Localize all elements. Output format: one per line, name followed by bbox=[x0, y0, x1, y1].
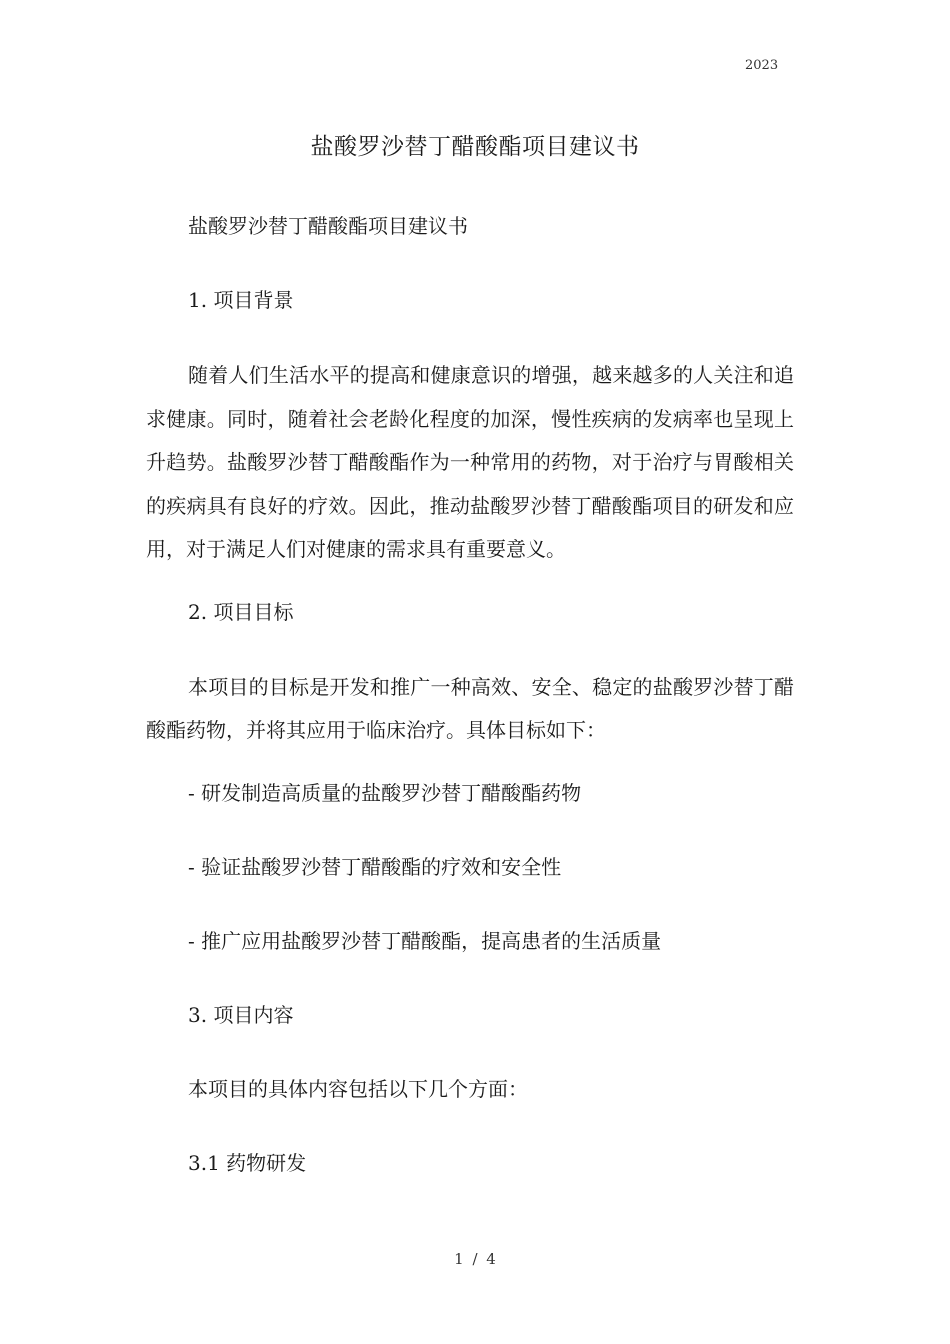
paragraph-content: 本项目的具体内容包括以下几个方面： bbox=[188, 1076, 528, 1101]
subsection-heading: 3.1 药物研发 bbox=[188, 1150, 307, 1175]
list-item: - 推广应用盐酸罗沙替丁醋酸酯，提高患者的生活质量 bbox=[188, 928, 662, 953]
paragraph-goals: 本项目的目标是开发和推广一种高效、安全、稳定的盐酸罗沙替丁醋酸酯药物，并将其应用于临床治疗。具体目标如下： bbox=[146, 674, 794, 742]
header-year: 2023 bbox=[745, 58, 779, 73]
document-body bbox=[146, 206, 794, 1217]
section-heading-background: 1. 项目背景 bbox=[188, 288, 294, 312]
document-title: 盐酸罗沙替丁醋酸酯项目建议书 bbox=[310, 134, 640, 160]
section-heading-content: 3. 项目内容 bbox=[188, 1002, 294, 1027]
page-number: 1 / 4 bbox=[454, 1250, 496, 1268]
list-item: - 验证盐酸罗沙替丁醋酸酯的疗效和安全性 bbox=[188, 854, 562, 879]
list-item: - 研发制造高质量的盐酸罗沙替丁醋酸酯药物 bbox=[188, 780, 582, 805]
section-heading-goals: 2. 项目目标 bbox=[188, 599, 294, 624]
paragraph-background: 随着人们生活水平的提高和健康意识的增强，越来越多的人关注和追求健康。同时，随着社会老龄化程度的加深，慢性疾病的发病率也呈现上升趋势。盐酸罗沙替丁醋酸酯作为一种常用的药物，对于治疗与胃酸相关的疾病具有良好的疗效。因此，推动盐酸罗沙替丁醋酸酯项目的研发和应用，对于满足人们对健康的需求具有重要意义。 bbox=[146, 363, 794, 561]
document-subtitle: 盐酸罗沙替丁醋酸酯项目建议书 bbox=[188, 214, 468, 238]
